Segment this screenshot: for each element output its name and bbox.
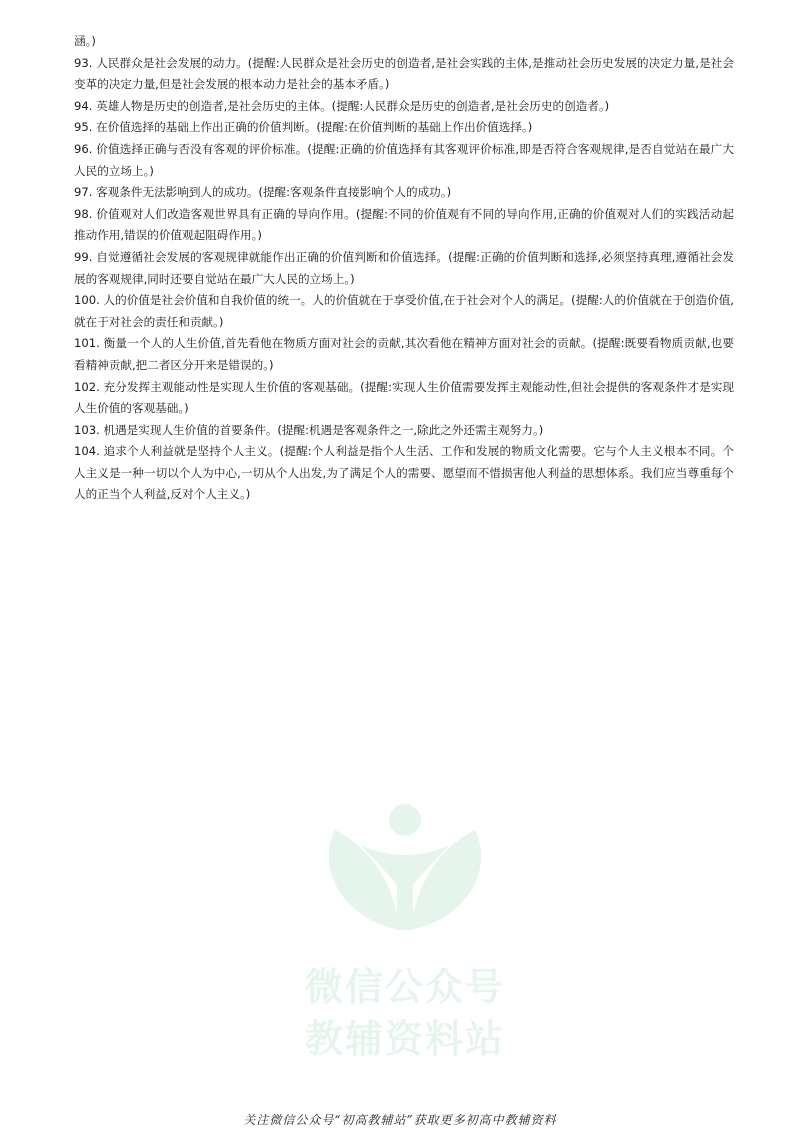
item-98: 98. 价值观对人们改造客观世界具有正确的导向作用。(提醒:不同的价值观有不同的导向作用,正确的价值观对人们的实践活动起推动作用,错误的价值观起阻碍作用。) (74, 206, 734, 243)
watermark (285, 780, 525, 1060)
item-95: 95. 在价值选择的基础上作出正确的价值判断。(提醒:在价值判断的基础上作出价值选择。) (74, 120, 533, 135)
page-footer: 关注微信公众号“初高教辅站”获取更多初高中教辅资料 (243, 1113, 557, 1127)
watermark-line-2: 教辅资料站 (304, 1017, 505, 1061)
item-93: 93. 人民群众是社会发展的动力。(提醒:人民群众是社会历史的创造者,是社会实践的主体,是推动社会历史发展的决定力量,是社会变革的决定力量,但是社会发展的根本动力是社会的基本矛盾。) (74, 55, 734, 92)
item-103: 103. 机遇是实现人生价值的首要条件。(提醒:机遇是客观条件之一,除此之外还需主观努力。) (74, 422, 544, 437)
item-101: 101. 衡量一个人的人生价值,首先看他在物质方面对社会的贡献,其次看他在精神方面对社会的贡献。(提醒:既要看物质贡献,也要看精神贡献,把二者区分开来是错误的。) (74, 336, 734, 372)
item-102: 102. 充分发挥主观能动性是实现人生价值的客观基础。(提醒:实现人生价值需要发挥主观能动性,但社会提供的客观条件才是实现人生价值的客观基础。) (74, 379, 734, 416)
item-96: 96. 价值选择正确与否没有客观的评价标准。(提醒:正确的价值选择有其客观评价标准,即是否符合客观规律,是否自觉站在最广大人民的立场上。) (74, 141, 734, 178)
document-body (74, 31, 734, 506)
item-99: 99. 自觉遵循社会发展的客观规律就能作出正确的价值判断和价值选择。(提醒:正确的价值判断和选择,必须坚持真理,遵循社会发展的客观规律,同时还要自觉站在最广大人民的立场上。) (74, 249, 734, 286)
item-94: 94. 英雄人物是历史的创造者,是社会历史的主体。(提醒:人民群众是历史的创造者,是社会历史的创造者。) (74, 98, 610, 113)
watermark-logo-icon (305, 790, 505, 940)
item-continuation: 涵。) (74, 34, 96, 48)
watermark-line-1: 微信公众号 (304, 965, 505, 1009)
item-97: 97. 客观条件无法影响到人的成功。(提醒:客观条件直接影响个人的成功。) (74, 185, 452, 200)
item-104: 104. 追求个人利益就是坚持个人主义。(提醒:个人利益是指个人生活、工作和发展的物质文化需要。它与个人主义根本不同。个人主义是一种一切以个人为中心,一切从个人出发,为了满足个人的需要、愿望而不惜损害他人利益的思想体系。我们应当尊重每个人的正当个人利益,反对个人主义。) (74, 444, 734, 502)
item-100: 100. 人的价值是社会价值和自我价值的统一。人的价值就在于享受价值,在于社会对个人的满足。(提醒:人的价值就在于创造价值,就在于对社会的责任和贡献。) (74, 293, 734, 329)
